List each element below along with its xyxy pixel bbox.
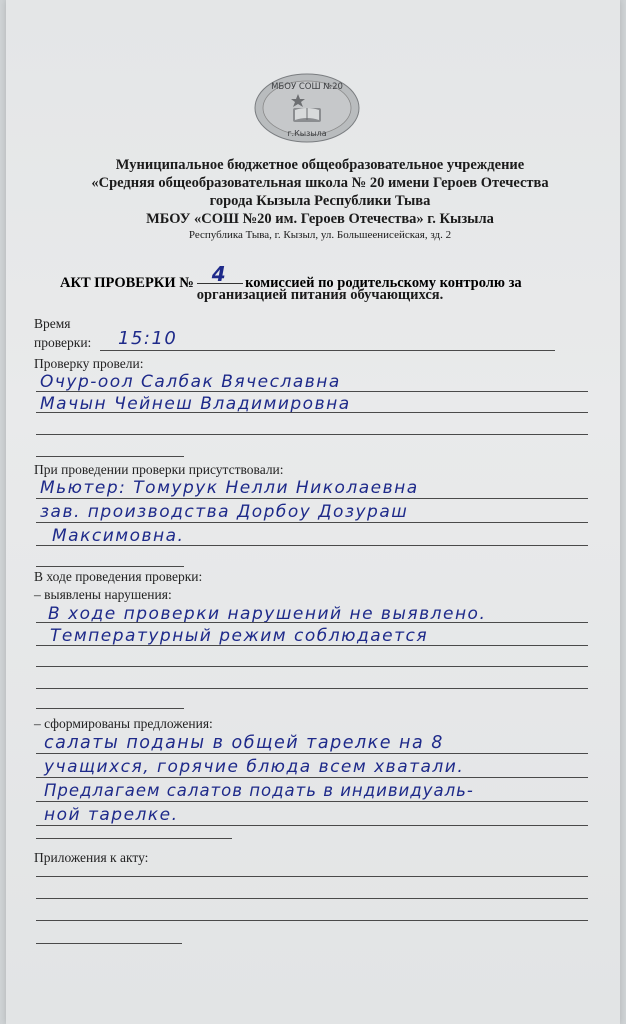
- act-title-line-2: организацией питания обучающихся.: [196, 287, 444, 303]
- violations-rule-5: [36, 708, 184, 709]
- inspector-line-1: Очур-оол Салбак Вячеславна: [40, 372, 341, 392]
- present-rule-4: [36, 566, 184, 567]
- violations-rule-1: [36, 622, 588, 623]
- act-number: 4: [211, 262, 228, 286]
- proposals-rule-3: [36, 801, 588, 802]
- violation-line-1: В ходе проверки нарушений не выявлено.: [48, 604, 487, 624]
- proposal-line-3: Предлагаем салатов подать в индивидуаль-: [44, 781, 474, 800]
- proposals-rule-2: [36, 777, 588, 778]
- org-address: Республика Тыва, г. Кызыл, ул. Большеенисейская, зд. 2: [188, 229, 452, 241]
- during-label: В ходе проведения проверки:: [34, 569, 203, 584]
- violations-rule-2: [36, 645, 588, 646]
- violations-rule-3: [36, 666, 588, 667]
- present-rule-3: [36, 545, 588, 546]
- attachments-rule-2: [36, 898, 588, 899]
- inspectors-rule-1: [36, 391, 588, 392]
- time-label-1: Время: [34, 316, 71, 331]
- attachments-label: Приложения к акту:: [34, 850, 149, 865]
- act-title-suffix: комиссией по родительскому контролю за: [245, 275, 522, 291]
- violations-label: – выявлены нарушения:: [34, 587, 172, 602]
- present-line-1: Мьютер: Томурук Нелли Николаевна: [40, 478, 419, 498]
- present-rule-1: [36, 498, 588, 499]
- org-name-line-3: города Кызыла Республики Тыва: [209, 193, 431, 209]
- act-number-underline: [197, 283, 243, 284]
- inspector-line-2: Мачын Чейнеш Владимировна: [40, 394, 351, 414]
- proposal-line-2: учащихся, горячие блюда всем хватали.: [44, 757, 465, 777]
- time-value: 15:10: [118, 328, 178, 349]
- time-label-2: проверки:: [34, 335, 92, 350]
- violation-line-2: Температурный режим соблюдается: [50, 626, 429, 646]
- svg-text:г.Кызыла: г.Кызыла: [287, 129, 327, 138]
- attachments-rule-1: [36, 876, 588, 877]
- attachments-rule-3: [36, 920, 588, 921]
- proposal-line-1: салаты поданы в общей тарелке на 8: [44, 733, 444, 753]
- violations-rule-4: [36, 688, 588, 689]
- org-short-name: МБОУ «СОШ №20 им. Героев Отечества» г. Кызыла: [146, 211, 494, 227]
- inspectors-rule-2: [36, 412, 588, 413]
- act-title-prefix: АКТ ПРОВЕРКИ №: [60, 275, 194, 291]
- proposal-line-4: ной тарелке.: [44, 805, 179, 825]
- present-line-3: Максимовна.: [52, 526, 185, 546]
- proposals-rule-4: [36, 825, 588, 826]
- present-rule-2: [36, 522, 588, 523]
- inspectors-label: Проверку провели:: [34, 356, 144, 371]
- proposals-label: – сформированы предложения:: [34, 716, 213, 731]
- inspectors-rule-3: [36, 434, 588, 435]
- school-seal: [253, 72, 361, 144]
- attachments-rule-4: [36, 943, 182, 944]
- org-name-line-1: Муниципальное бюджетное общеобразовательное учреждение: [115, 157, 525, 173]
- proposals-rule-5: [36, 838, 232, 839]
- present-line-2: зав. производства Дорбоу Дозураш: [40, 502, 409, 522]
- time-underline: [100, 350, 555, 351]
- org-name-line-2: «Средняя общеобразовательная школа № 20 имени Героев Отечества: [91, 175, 549, 191]
- present-label: При проведении проверки присутствовали:: [34, 462, 284, 477]
- svg-text:МБОУ СОШ №20: МБОУ СОШ №20: [271, 82, 343, 92]
- inspectors-rule-4: [36, 456, 184, 457]
- proposals-rule-1: [36, 753, 588, 754]
